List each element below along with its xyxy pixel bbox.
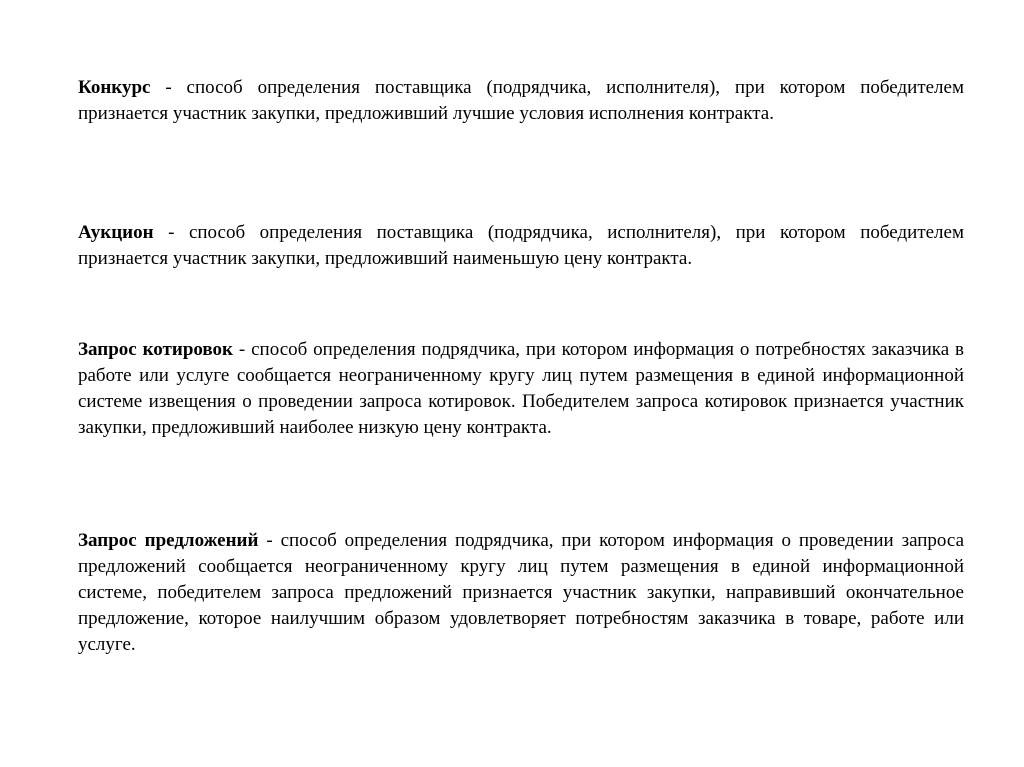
definition-text-konkurs: - способ определения поставщика (подрядчика, исполнителя), при котором победителем признается участник закупки, предложивший лучшие условия исполнения контракта. (78, 77, 964, 124)
term-proposal-request: Запрос предложений (78, 530, 259, 551)
term-konkurs: Конкурс (78, 77, 151, 98)
definition-text-auction: - способ определения поставщика (подрядчика, исполнителя), при котором победителем признается участник закупки, предложивший наименьшую цену контракта. (78, 222, 964, 269)
definition-text-proposal-request: - способ определения подрядчика, при котором информация о проведении запроса предложений сообщается неограниченному кругу лиц путем размещения в единой информационной системе, победителем запроса предложений признается участник закупки, направивший окончательное предложение, которое наилучшим образом удовлетворяет потребностям заказчика в товаре, работе или услуге. (78, 530, 964, 655)
term-auction: Аукцион (78, 222, 154, 243)
definition-proposal-request (78, 528, 964, 658)
definition-auction (78, 220, 964, 272)
term-quotation-request: Запрос котировок (78, 339, 234, 360)
definition-text-quotation-request: - способ определения подрядчика, при котором информация о потребностях заказчика в работе или услуге сообщается неограниченному кругу лиц путем размещения в единой информационной системе извещения о проведении запроса котировок. Победителем запроса котировок признается участник закупки, предложивший наиболее низкую цену контракта. (78, 339, 964, 438)
definition-konkurs (78, 75, 964, 127)
definition-quotation-request (78, 337, 964, 441)
